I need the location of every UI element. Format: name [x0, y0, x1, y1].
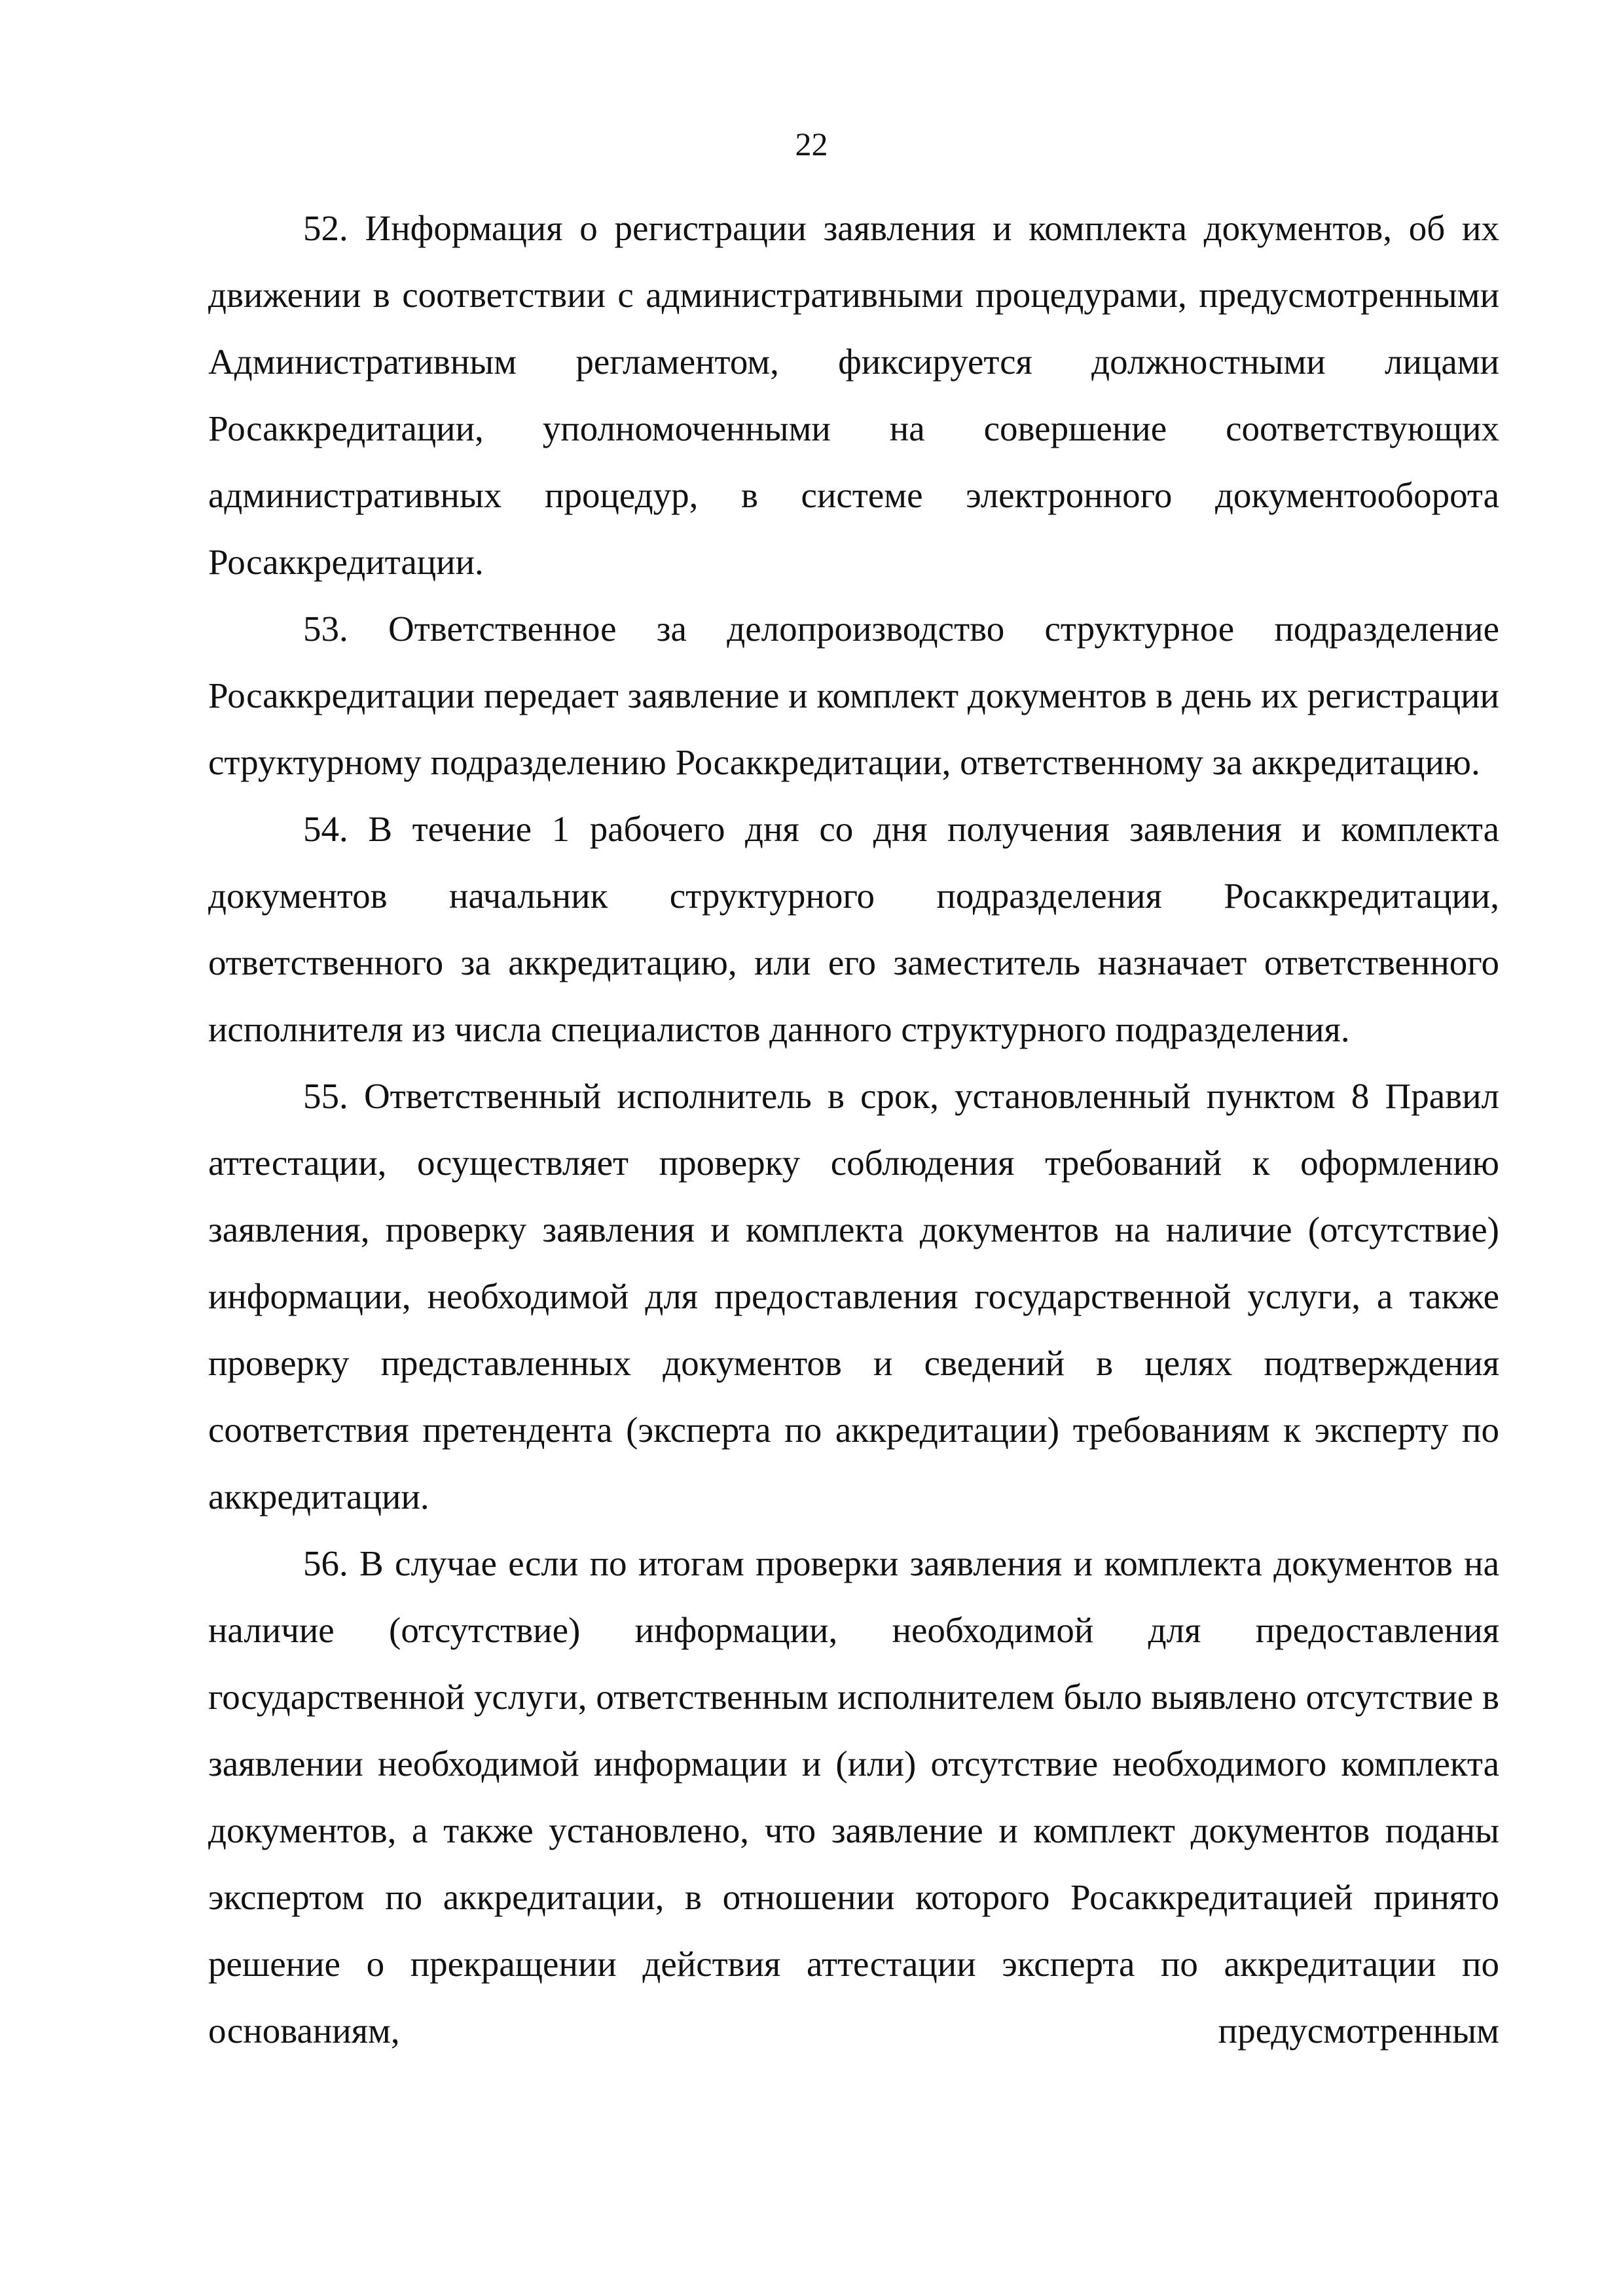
paragraph-53: 53. Ответственное за делопроизводство структурное подразделение Росаккредитации передает заявление и комплект документов в день их регистрации структурному подразделению Росаккредитации, ответственному за аккредитацию. [208, 609, 1499, 782]
paragraph-55: 55. Ответственный исполнитель в срок, установленный пунктом 8 Правил аттестации, осуществляет проверку соблюдения требований к оформлению заявления, проверку заявления и комплекта документов на наличие (отсутствие) информации, необходимой для предоставления государственной услуги, а также проверку представленных документов и сведений в целях подтверждения соответствия претендента (эксперта по аккредитации) требованиям к эксперту по аккредитации. [208, 1076, 1499, 1516]
paragraph-56: 56. В случае если по итогам проверки заявления и комплекта документов на наличие (отсутствие) информации, необходимой для предоставления государственной услуги, ответственным исполнителем было выявлено отсутствие в заявлении необходимой информации и (или) отсутствие необходимого комплекта документов, а также установлено, что заявление и комплект документов поданы экспертом по аккредитации, в отношении которого Росаккредитацией принято решение о прекращении действия аттестации эксперта по аккредитации по основаниям, предусмотренным [208, 1543, 1499, 2051]
document-body [208, 195, 1499, 2064]
page-number: 22 [795, 126, 828, 162]
paragraph-54: 54. В течение 1 рабочего дня со дня получения заявления и комплекта документов начальник структурного подразделения Росаккредитации, ответственного за аккредитацию, или его заместитель назначает ответственного исполнителя из числа специалистов данного структурного подразделения. [208, 809, 1499, 1049]
paragraph-52: 52. Информация о регистрации заявления и комплекта документов, об их движении в соответствии с административными процедурами, предусмотренными Административным регламентом, фиксируется должностными лицами Росаккредитации, уполномоченными на совершение соответствующих административных процедур, в системе электронного документооборота Росаккредитации. [208, 208, 1499, 582]
